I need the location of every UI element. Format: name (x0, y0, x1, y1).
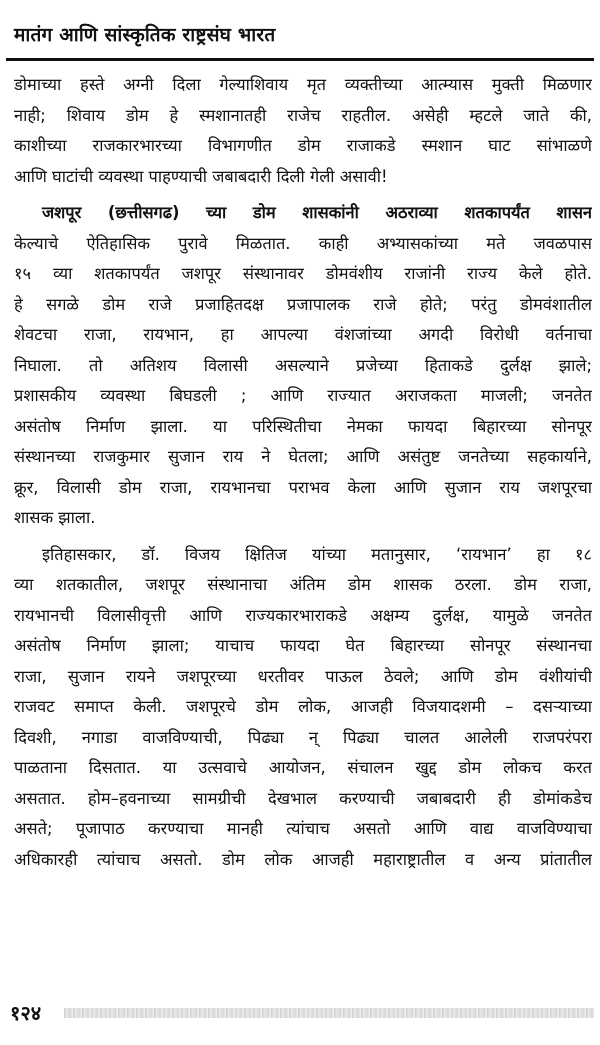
text-line: असंतोष निर्माण झाला; याचाच फायदा घेत बिहारच्या सोनपूर संस्थानचा (14, 636, 592, 655)
text-line: काशीच्या राजकारभारच्या विभागणीत डोम राजाकडे स्मशान घाट सांभाळणे (14, 136, 592, 155)
header-rule (6, 58, 594, 61)
text-line: हे सगळे डोम राजे प्रजाहितदक्ष प्रजापालक राजे होते; परंतु डोमवंशातील (14, 294, 592, 314)
paragraph-2 (14, 198, 592, 534)
text-line: दिवशी, नगाडा वाजविण्याची, पिढ्या न् पिढ्या चालत आलेली राजपरंपरा (14, 727, 592, 747)
text-line: असतात. होम–हवनाच्या सामग्रीची देखभाल करण्याची जबाबदारी ही डोमांकडेच (14, 788, 592, 808)
text-line: शेवटचा राजा, रायभान, हा आपल्या वंशजांच्या अगदी विरोधी वर्तनाचा (14, 325, 592, 344)
text-line: व्या शतकातील, जशपूर संस्थानाचा अंतिम डोम शासक ठरला. डोम राजा, (14, 575, 592, 594)
running-header-title: मातंग आणि सांस्कृतिक राष्ट्रसंघ भारत (14, 24, 276, 46)
text-line: केल्याचे ऐतिहासिक पुरावे मिळतात. काही अभ्यासकांच्या मते जवळपास (14, 233, 592, 253)
text-line: संस्थानच्या राजकुमार सुजान राय ने घेतला; आणि असंतुष्ट जनतेच्या सहकार्याने, (14, 447, 592, 466)
text-line: निघाला. तो अतिशय विलासी असल्याने प्रजेच्या हिताकडे दुर्लक्ष झाले; (14, 355, 592, 375)
page-footer (10, 998, 594, 1028)
text-line: अधिकारही त्यांचाच असतो. डोम लोक आजही महाराष्ट्रातील व अन्य प्रांतातील (14, 849, 592, 869)
text-line: असंतोष निर्माण झाला. या परिस्थितीचा नेमका फायदा बिहारच्या सोनपूर (14, 416, 592, 436)
text-line: राजा, सुजान रायने जशपूरच्या धरतीवर पाऊल ठेवले; आणि डोम वंशीयांची (14, 666, 592, 686)
text-line: राजवट समाप्त केली. जशपूरचे डोम लोक, आजही विजयादशमी – दसऱ्याच्या (14, 697, 592, 716)
body-text (14, 70, 592, 875)
paragraph-lead-heading: जशपूर (छत्तीसगढ) च्या डोम शासकांनी अठराव्या शतकापर्यंत शासन (42, 203, 592, 222)
text-line: शासक झाला. (14, 508, 96, 527)
page-number: १२४ (10, 1001, 42, 1025)
text-line: प्रशासकीय व्यवस्था बिघडली ; आणि राज्यात अराजकता माजली; जनतेत (14, 386, 592, 405)
text-line: पाळताना दिसतात. या उत्सवाचे आयोजन, संचालन खुद्द डोम लोकच करत (14, 758, 592, 777)
text-line: क्रूर, विलासी डोम राजा, रायभानचा पराभव केला आणि सुजान राय जशपूरचा (14, 477, 592, 497)
paragraph-1 (14, 70, 592, 192)
text-line: इतिहासकार, डॉ. विजय क्षितिज यांच्या मतानुसार, ‘रायभान’ हा १८ (42, 544, 592, 564)
text-line: डोमाच्या हस्ते अग्नी दिला गेल्याशिवाय मृत व्यक्तीच्या आत्म्यास मुक्ती मिळणार (14, 75, 592, 94)
text-line: नाही; शिवाय डोम हे स्मशानातही राजेच राहतील. असेही म्हटले जाते की, (14, 105, 592, 125)
text-line: आणि घाटांची व्यवस्था पाहण्याची जबाबदारी दिली गेली असावी! (14, 166, 388, 186)
text-line: रायभानची विलासीवृत्ती आणि राज्यकारभाराकडे अक्षम्य दुर्लक्ष, यामुळे जनतेत (14, 605, 592, 625)
text-line: १५ व्या शतकापर्यंत जशपूर संस्थानावर डोमवंशीय राजांनी राज्य केले होते. (14, 264, 592, 283)
paragraph-3 (14, 540, 592, 876)
footer-decorative-band (64, 1008, 594, 1018)
text-line: असते; पूजापाठ करण्याचा मानही त्यांचाच असतो आणि वाद्य वाजविण्याचा (14, 819, 592, 838)
